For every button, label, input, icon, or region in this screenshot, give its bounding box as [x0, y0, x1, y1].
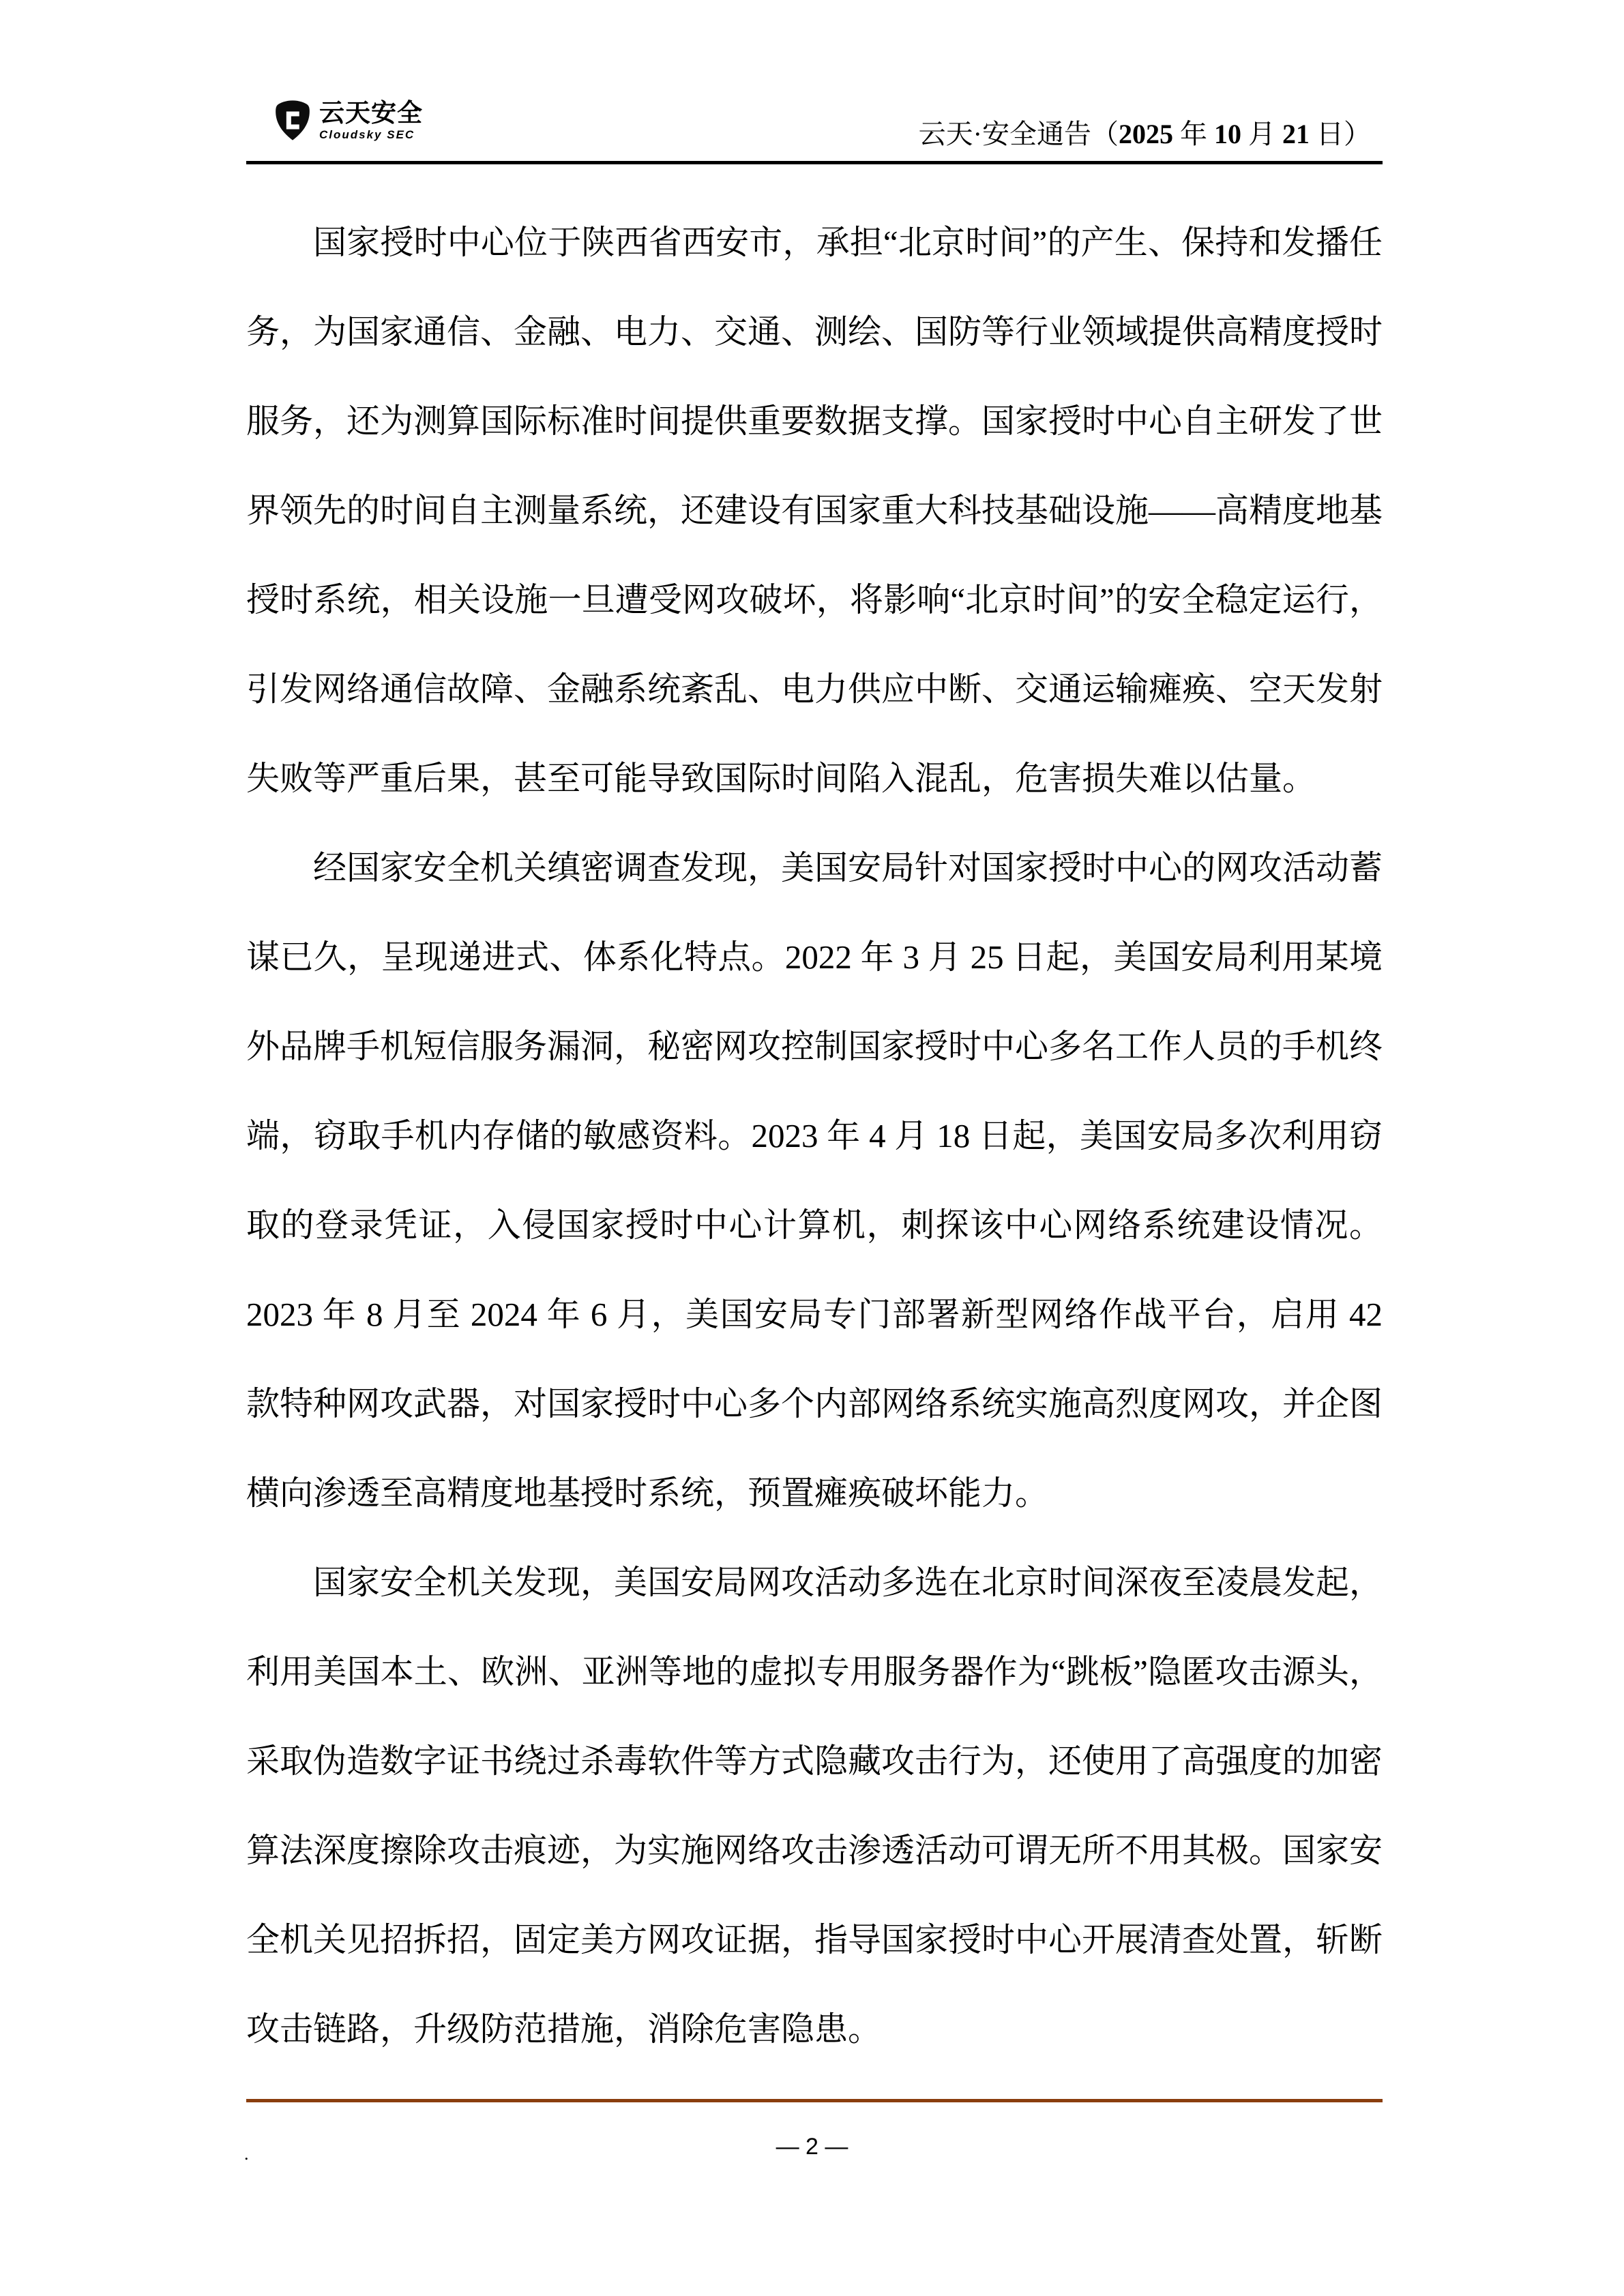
- paragraph-2: 经国家安全机关缜密调查发现，美国安局针对国家授时中心的网攻活动蓄谋已久，呈现递进式、体系化特点。2022 年 3 月 25 日起，美国安局利用某境外品牌手机短信服务漏洞，秘密网攻控制国家授时中心多名工作人员的手机终端，窃取手机内存储的敏感资料。2023 年 4 月 18 日起，美国安局多次利用窃取的登录凭证，入侵国家授时中心计算机，刺探该中心网络系统建设情况。2023 年 8 月至 2024 年 6 月，美国安局专门部署新型网络作战平台，启用 42 款特种网攻武器，对国家授时中心多个内部网络系统实施高烈度网攻，并企图横向渗透至高精度地基授时系统，预置瘫痪破坏能力。: [246, 849, 1383, 1512]
- logo-text: [319, 100, 423, 142]
- title-month: 10: [1214, 119, 1241, 149]
- logo-brand-cn: 云天安全: [319, 99, 423, 127]
- header-divider: [246, 161, 1383, 164]
- stray-mark: .: [244, 2144, 249, 2164]
- paragraph-3: 国家安全机关发现，美国安局网攻活动多选在北京时间深夜至凌晨发起，利用美国本土、欧洲、亚洲等地的虚拟专用服务器作为“跳板”隐匿攻击源头，采取伪造数字证书绕过杀毒软件等方式隐藏攻击行为，还使用了高强度的加密算法深度擦除攻击痕迹，为实施网络攻击渗透活动可谓无所不用其极。国家安全机关见招拆招，固定美方网攻证据，指导国家授时中心开展清查处置，斩断攻击链路，升级防范措施，消除危害隐患。: [246, 1564, 1383, 2048]
- title-year-unit: 年: [1173, 119, 1214, 149]
- title-day-unit: 日）: [1310, 119, 1371, 149]
- title-month-unit: 月: [1241, 119, 1282, 149]
- logo-brand-en: Cloudsky SEC: [319, 128, 415, 141]
- document-body: [246, 198, 1383, 2074]
- page-number: — 2 —: [776, 2134, 848, 2160]
- paragraph-1: 国家授时中心位于陕西省西安市，承担“北京时间”的产生、保持和发播任务，为国家通信、金融、电力、交通、测绘、国防等行业领域提供高精度授时服务，还为测算国际标准时间提供重要数据支撑。国家授时中心自主研发了世界领先的时间自主测量系统，还建设有国家重大科技基础设施——高精度地基授时系统，相关设施一旦遭受网攻破坏，将影响“北京时间”的安全稳定运行，引发网络通信故障、金融系统紊乱、电力供应中断、交通运输瘫痪、空天发射失败等严重后果，甚至可能导致国际时间陷入混乱，危害损失难以估量。: [246, 224, 1383, 797]
- cloudsky-logo: [274, 100, 423, 142]
- shield-logo-icon: [274, 100, 311, 141]
- title-text: 云天·安全通告（: [918, 119, 1119, 149]
- document-title: [919, 119, 1371, 150]
- title-year: 2025: [1119, 119, 1173, 149]
- title-day: 21: [1282, 119, 1310, 149]
- footer-divider: [246, 2099, 1383, 2102]
